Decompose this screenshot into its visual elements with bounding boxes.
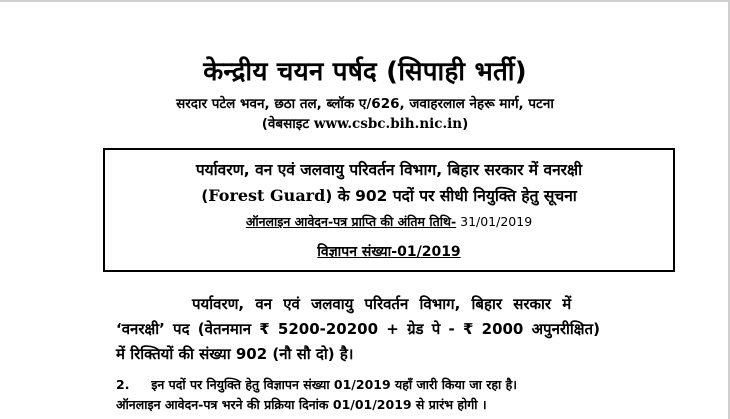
- website-label: (वेबसाइट: [261, 116, 310, 132]
- advertisement-number-text: विज्ञापन संख्या-01/2019: [317, 244, 461, 260]
- deadline-date: 31/01/2019: [456, 214, 533, 229]
- advertisement-number: [105, 242, 673, 261]
- paragraph-2-line-2: ऑनलाइन आवेदन-पत्र भरने की प्रक्रिया दिनांक 01/01/2019 से प्रारंभ होगी ।: [116, 397, 487, 412]
- forest-guard-text: Forest Guard: [208, 186, 326, 205]
- page-title: केन्द्रीय चयन पर्षद (सिपाही भर्ती): [203, 57, 527, 87]
- website-url: www.csbc.bih.nic.in: [313, 116, 463, 132]
- paragraph-2: [116, 375, 676, 415]
- deadline-line: [105, 213, 673, 230]
- notice-paren-open: (: [201, 187, 209, 205]
- paragraph-2-line-1: 2. इन पदों पर नियुक्ति हेतु विज्ञापन संख्या 01/2019 यहाँ जारी किया जा रहा है।: [116, 377, 517, 392]
- website-close: ): [462, 116, 469, 132]
- notice-box: [103, 148, 675, 272]
- notice-line-2: [105, 184, 673, 206]
- notice-line-1: पर्यावरण, वन एवं जलवायु परिवर्तन विभाग, बिहार सरकार में वनरक्षी: [195, 161, 583, 179]
- deadline-label: ऑनलाइन आवेदन-पत्र प्राप्ति की अंतिम तिथि-: [245, 214, 457, 229]
- paragraph-1-line-3: में रिक्तियों की संख्या 902 (नौ सौ दो) है।: [116, 345, 354, 363]
- paragraph-1-line-2: ‘वनरक्षी’ पद (वेतनमान ₹ 5200-20200 + ग्रेड पे - ₹ 2000 अपुनरीक्षित): [116, 320, 600, 338]
- website-line: [0, 114, 730, 132]
- paragraph-1-line-1: पर्यावरण, वन एवं जलवायु परिवर्तन विभाग, बिहार सरकार में: [192, 295, 572, 313]
- paragraph-1: [116, 292, 668, 367]
- notice-line-2-rest: ) के 902 पदों पर सीधी नियुक्ति हेतु सूचना: [325, 187, 577, 205]
- office-address: सरदार पटेल भवन, छठा तल, ब्लॉक ए/626, जवाहरलाल नेहरू मार्ग, पटना: [176, 96, 554, 112]
